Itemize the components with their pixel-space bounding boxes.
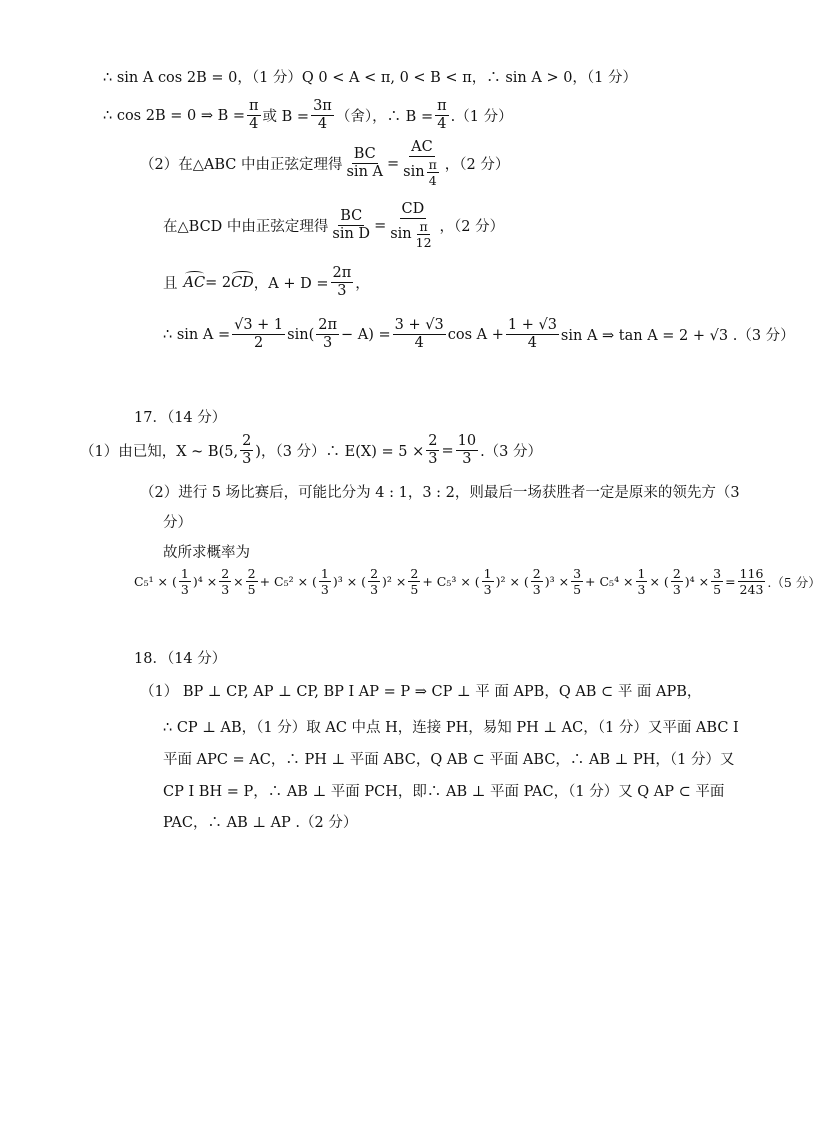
line-15: CP I BH = P，∴ AB ⊥ 平面 PCH，即∴ AB ⊥ 平面 PAC，（1 分）又 Q AP ⊂ 平面 bbox=[163, 784, 725, 800]
text: = bbox=[441, 442, 454, 459]
line-16: PAC，∴ AB ⊥ AP .（2 分） bbox=[163, 815, 358, 831]
fraction: $\frac{2\pi}{3}$ bbox=[332, 265, 352, 300]
text: .（1 分） bbox=[450, 109, 513, 126]
question-18-heading: 18．（14 分） bbox=[134, 651, 227, 667]
text: 在△BCD 中由正弦定理得 bbox=[163, 219, 329, 236]
line-2 bbox=[103, 99, 513, 132]
fraction: $\frac{2\pi}{3}$ bbox=[318, 317, 337, 352]
line-6 bbox=[163, 318, 795, 351]
text: ，（2 分） bbox=[439, 219, 505, 236]
fraction: AC sin $\frac{\pi}{4}$ bbox=[403, 139, 437, 189]
line-8: （2）进行 5 场比赛后，可能比分为 4 : 1，3 : 2，则最后一场获胜者一定是原来的领先方（3 bbox=[140, 485, 740, 501]
fraction: $\frac{2}{3}$ bbox=[672, 566, 681, 598]
fraction: $\frac{1 + √3}{4}$ bbox=[507, 317, 557, 352]
line-9: 分） bbox=[163, 515, 192, 531]
fraction: $\frac{3}{5}$ bbox=[713, 566, 722, 598]
fraction: $\frac{3}{5}$ bbox=[573, 566, 582, 598]
fraction: $\frac{2}{3}$ bbox=[242, 433, 252, 468]
text: .（3 分） bbox=[480, 444, 543, 461]
text: = bbox=[386, 155, 400, 172]
line-14: 平面 APC = AC，∴ PH ⊥ 平面 ABC，Q AB ⊂ 平面 ABC，∴ AB ⊥ PH，（1 分）又 bbox=[163, 752, 735, 768]
fraction: $\frac{2}{3}$ bbox=[532, 566, 541, 598]
fraction: $\frac{√3 + 1}{2}$ bbox=[234, 317, 284, 352]
fraction: $\frac{BC}{\text{sin D}}$ bbox=[332, 208, 371, 243]
text: ，（2 分） bbox=[444, 157, 510, 174]
arc-cd: CD bbox=[231, 274, 254, 291]
fraction: $\frac{\pi}{4}$ bbox=[437, 98, 447, 133]
line-7 bbox=[80, 434, 542, 467]
line-13: ∴ CP ⊥ AB，（1 分）取 AC 中点 H，连接 PH，易知 PH ⊥ AC，（1 分）又平面 ABC I bbox=[163, 720, 739, 736]
fraction: $\frac{3 + √3}{4}$ bbox=[394, 317, 444, 352]
text: （1）由已知，X ~ B(5, bbox=[80, 444, 239, 461]
fraction: $\frac{2}{3}$ bbox=[370, 566, 379, 598]
fraction: $\frac{1}{3}$ bbox=[180, 566, 189, 598]
line-4 bbox=[163, 202, 504, 249]
line-1 bbox=[103, 66, 637, 87]
line-11-probability: C₅¹ × ( $\frac{1}{3}$ )⁴ × $\frac{2}{3}$ × $\frac{2}{5}$ + C₅² × ( $\frac{1}{3}$ )³ × ( $\frac{2}{3}$ )² × $\frac{2}{5}$ + C₅³ × ( $\frac{1}{3}$ )² × ( $\frac{2}{3}$ )³ × $\frac{3}{5}$ + C₅⁴ × $\frac{1}{3}$ × ( $\frac{2}{3}$ )⁴ × $\frac{3}{5}$ = $\frac{116}{243}$ .（5 分） bbox=[134, 566, 821, 598]
fraction: $\frac{1}{3}$ bbox=[483, 566, 492, 598]
fraction: CD sin $\frac{\pi}{12}$ bbox=[390, 201, 432, 251]
fraction: $\frac{3\pi}{4}$ bbox=[313, 98, 332, 133]
fraction: $\frac{\pi}{4}$ bbox=[249, 98, 259, 133]
text: 且 bbox=[163, 276, 178, 293]
line-5 bbox=[163, 266, 370, 299]
fraction: $\frac{2}{3}$ bbox=[221, 566, 230, 598]
text: ∴ sin A cos 2B = 0，（1 分）Q 0 < A < π, 0 < B < π，∴ sin A > 0，（1 分） bbox=[103, 70, 638, 86]
fraction: $\frac{10}{3}$ bbox=[457, 433, 477, 468]
line-10: 故所求概率为 bbox=[163, 545, 250, 561]
fraction: $\frac{2}{3}$ bbox=[428, 433, 438, 468]
text: − A) = bbox=[341, 326, 391, 343]
text: cos A + bbox=[447, 326, 504, 343]
text: ∴ cos 2B = 0 ⇒ B = bbox=[103, 107, 245, 124]
text: （2）在△ABC 中由正弦定理得 bbox=[140, 157, 343, 174]
fraction: $\frac{1}{3}$ bbox=[320, 566, 329, 598]
text: ， bbox=[355, 276, 370, 293]
line-3 bbox=[140, 140, 509, 187]
text: ∴ sin A = bbox=[163, 326, 231, 343]
text: ，A + D = bbox=[253, 276, 329, 293]
line-12: （1） BP ⊥ CP, AP ⊥ CP, BP I AP = P ⇒ CP ⊥ 平 面 APB，Q AB ⊂ 平 面 APB， bbox=[140, 684, 702, 700]
text: = 2 bbox=[205, 274, 232, 291]
text: )，（3 分）∴ E(X) = 5 × bbox=[255, 444, 425, 461]
fraction: $\frac{116}{243}$ bbox=[739, 566, 764, 598]
fraction: $\frac{BC}{\text{sin A}}$ bbox=[346, 146, 383, 181]
fraction: $\frac{2}{5}$ bbox=[410, 566, 419, 598]
text: 或 B = bbox=[262, 109, 310, 126]
question-17-heading: 17．（14 分） bbox=[134, 410, 227, 426]
fraction: $\frac{2}{5}$ bbox=[247, 566, 256, 598]
text: sin( bbox=[287, 326, 315, 343]
text: sin A ⇒ tan A = 2 + √3 .（3 分） bbox=[560, 328, 795, 345]
fraction: $\frac{1}{3}$ bbox=[637, 566, 646, 598]
arc-ac: AC bbox=[183, 274, 206, 291]
text: = bbox=[374, 217, 387, 234]
text: （舍），∴ B = bbox=[335, 109, 434, 126]
